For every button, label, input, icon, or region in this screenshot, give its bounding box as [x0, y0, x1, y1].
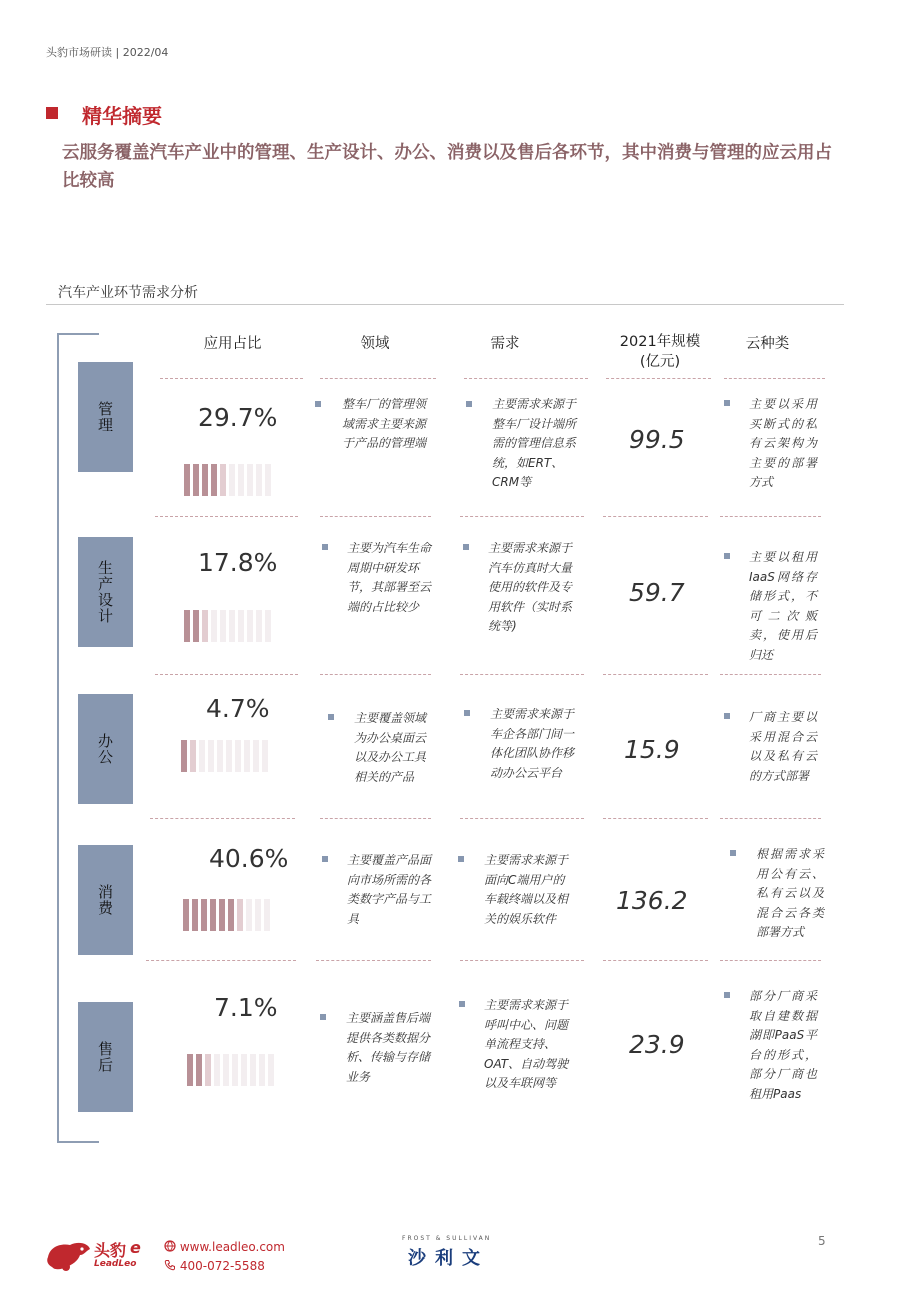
share-bar	[190, 740, 196, 772]
bullet-icon	[464, 710, 470, 716]
share-bar	[196, 1054, 202, 1086]
share-bar	[253, 740, 259, 772]
stage-label: 管理	[96, 401, 114, 433]
share-bar	[246, 899, 252, 931]
row-separator	[720, 516, 821, 517]
share-bar	[202, 464, 208, 496]
row-separator	[155, 674, 298, 675]
stage-box-consumption	[78, 845, 133, 955]
row-separator	[146, 960, 296, 961]
stage-label: 办公	[96, 733, 114, 765]
bullet-icon	[459, 1001, 465, 1007]
chart-title-divider	[46, 304, 844, 305]
share-bar	[229, 464, 235, 496]
leopard-icon	[44, 1237, 94, 1273]
bullet-icon	[463, 544, 469, 550]
logo-text-cn: 头豹	[94, 1241, 127, 1260]
col-header-demand: 需求	[490, 336, 520, 352]
share-bars	[184, 610, 271, 642]
share-bar	[210, 899, 216, 931]
share-value: 29.7%	[198, 403, 278, 432]
stage-label: 消费	[96, 884, 114, 916]
demand-text: 主要需求来源于车企各部门间一体化团队协作移动办公云平台	[490, 707, 575, 780]
row-separator	[155, 516, 298, 517]
share-bar	[237, 899, 243, 931]
row-separator	[320, 516, 431, 517]
row-separator	[320, 674, 431, 675]
share-bar	[250, 1054, 256, 1086]
phone-number: 400-072-5588	[179, 1259, 265, 1273]
col-header-share: 应用占比	[203, 336, 262, 352]
demand-text: 主要需求来源于整车厂设计端所需的管理信息系统，如ERT、CRM等	[492, 397, 577, 489]
row-separator	[460, 960, 584, 961]
bullet-icon	[315, 401, 321, 407]
share-bar	[264, 899, 270, 931]
page-number: 5	[818, 1234, 826, 1248]
row-separator	[320, 818, 431, 819]
share-bar	[265, 610, 271, 642]
contact-info	[164, 1238, 285, 1276]
share-bar	[226, 740, 232, 772]
share-bar	[201, 899, 207, 931]
share-bars	[184, 464, 271, 496]
bullet-icon	[466, 401, 472, 407]
share-bar	[223, 1054, 229, 1086]
share-bar	[217, 740, 223, 772]
share-bar	[220, 610, 226, 642]
share-bar	[259, 1054, 265, 1086]
col-header-scale-label: 2021年规模	[619, 334, 701, 350]
row-separator	[320, 378, 436, 379]
chart-title: 汽车产业环节需求分析	[58, 285, 198, 301]
share-bar	[255, 899, 261, 931]
share-bar	[262, 740, 268, 772]
bullet-icon	[724, 992, 730, 998]
share-bar	[183, 899, 189, 931]
row-separator	[724, 378, 825, 379]
domain-text: 整车厂的管理领域需求主要来源于产品的管理端	[342, 397, 427, 450]
row-separator	[603, 960, 708, 961]
share-value: 17.8%	[198, 548, 278, 577]
scale-value: 23.9	[629, 1030, 685, 1059]
share-bars	[181, 740, 268, 772]
col-header-cloud: 云种类	[745, 336, 790, 352]
logo-e-icon: e	[130, 1238, 141, 1257]
share-bar	[265, 464, 271, 496]
cloud-text: 根据需求采用公有云、私有云以及混合云各类部署方式	[756, 847, 824, 939]
share-bar	[232, 1054, 238, 1086]
share-bar	[211, 464, 217, 496]
stage-box-management	[78, 362, 133, 472]
report-header-note: 头豹市场研读 | 2022/04	[46, 46, 169, 59]
bullet-icon	[730, 850, 736, 856]
domain-text: 主要为汽车生命周期中研发环节，其部署至云端的占比较少	[347, 541, 432, 614]
row-separator	[603, 516, 708, 517]
row-separator	[464, 378, 588, 379]
share-bar	[181, 740, 187, 772]
share-bar	[238, 464, 244, 496]
share-bar	[256, 464, 262, 496]
share-bar	[235, 740, 241, 772]
share-bars	[183, 899, 270, 931]
col-header-scale-unit: (亿元)	[639, 354, 681, 370]
demand-text: 主要需求来源于汽车仿真时大量使用的软件及专用软件（实时系统等)	[488, 541, 573, 633]
cloud-text: 主要以租用IaaS网络存储形式，不可二次贩卖，使用后归还	[749, 550, 817, 662]
leadleo-logo	[44, 1237, 162, 1273]
share-bar	[208, 740, 214, 772]
row-separator	[460, 516, 584, 517]
row-separator	[460, 818, 584, 819]
stage-label: 生产设计	[96, 560, 114, 624]
share-bar	[247, 610, 253, 642]
row-separator	[316, 960, 431, 961]
share-bar	[199, 740, 205, 772]
globe-icon	[164, 1240, 176, 1252]
share-bar	[211, 610, 217, 642]
scale-value: 136.2	[616, 886, 688, 915]
share-bar	[256, 610, 262, 642]
share-value: 4.7%	[206, 694, 270, 723]
share-bar	[193, 610, 199, 642]
share-bar	[184, 464, 190, 496]
row-separator	[720, 818, 821, 819]
share-bar	[184, 610, 190, 642]
bullet-icon	[328, 714, 334, 720]
demand-text: 主要需求来源于面向C端用户的车载终端以及相关的娱乐软件	[484, 853, 569, 926]
website-row	[164, 1238, 285, 1257]
partner-name-en: FROST & SULLIVAN	[402, 1235, 492, 1242]
scale-value: 59.7	[629, 578, 685, 607]
col-header-domain: 领域	[360, 336, 390, 352]
cloud-text: 厂商主要以采用混合云以及私有云的方式部署	[749, 710, 817, 783]
stage-label: 售后	[96, 1041, 114, 1073]
bullet-icon	[724, 400, 730, 406]
logo-text-en: LeadLeo	[94, 1259, 137, 1269]
share-bar	[241, 1054, 247, 1086]
bullet-icon	[322, 544, 328, 550]
partner-name-cn: 沙利文	[408, 1248, 489, 1269]
share-bar	[219, 899, 225, 931]
demand-text: 主要需求来源于呼叫中心、问题单流程支持、OAT、自动驾驶以及车联网等	[484, 998, 569, 1090]
row-separator	[150, 818, 295, 819]
stage-box-production-design	[78, 537, 133, 647]
bullet-icon	[724, 553, 730, 559]
share-value: 7.1%	[214, 993, 278, 1022]
row-separator	[606, 378, 711, 379]
domain-text: 主要涵盖售后端提供各类数据分析、传输与存储业务	[346, 1011, 431, 1084]
col-header-scale	[600, 332, 720, 372]
share-bar	[187, 1054, 193, 1086]
section-title: 精华摘要	[82, 104, 162, 128]
share-bar	[220, 464, 226, 496]
share-bar	[192, 899, 198, 931]
row-separator	[720, 674, 821, 675]
bullet-icon	[724, 713, 730, 719]
bullet-icon	[322, 856, 328, 862]
share-bar	[202, 610, 208, 642]
scale-value: 99.5	[629, 425, 685, 454]
phone-row	[164, 1257, 285, 1276]
share-bar	[268, 1054, 274, 1086]
phone-icon	[164, 1259, 176, 1271]
share-bar	[228, 899, 234, 931]
cloud-text: 主要以采用买断式的私有云架构为主要的部署方式	[749, 397, 817, 489]
share-bar	[238, 610, 244, 642]
domain-text: 主要覆盖领域为办公桌面云以及办公工具相关的产品	[354, 711, 427, 784]
share-bar	[247, 464, 253, 496]
row-separator	[160, 378, 303, 379]
row-separator	[720, 960, 821, 961]
share-bar	[205, 1054, 211, 1086]
row-separator	[603, 674, 708, 675]
share-bar	[214, 1054, 220, 1086]
cloud-text: 部分厂商采取自建数据湖即PaaS平台的形式，部分厂商也租用Paas	[749, 989, 817, 1101]
row-separator	[603, 818, 708, 819]
bullet-icon	[320, 1014, 326, 1020]
stage-box-after-sales	[78, 1002, 133, 1112]
stage-box-office	[78, 694, 133, 804]
share-bar	[229, 610, 235, 642]
row-separator	[460, 674, 584, 675]
share-bar	[193, 464, 199, 496]
share-bar	[244, 740, 250, 772]
section-marker-icon	[46, 107, 58, 119]
share-bars	[187, 1054, 274, 1086]
domain-text: 主要覆盖产品面向市场所需的各类数字产品与工具	[347, 853, 432, 926]
website-link[interactable]: www.leadleo.com	[179, 1240, 285, 1254]
summary-text: 云服务覆盖汽车产业中的管理、生产设计、办公、消费以及售后各环节，其中消费与管理的应云用占比较高	[62, 143, 832, 191]
scale-value: 15.9	[624, 735, 680, 764]
bullet-icon	[458, 856, 464, 862]
share-value: 40.6%	[209, 844, 289, 873]
